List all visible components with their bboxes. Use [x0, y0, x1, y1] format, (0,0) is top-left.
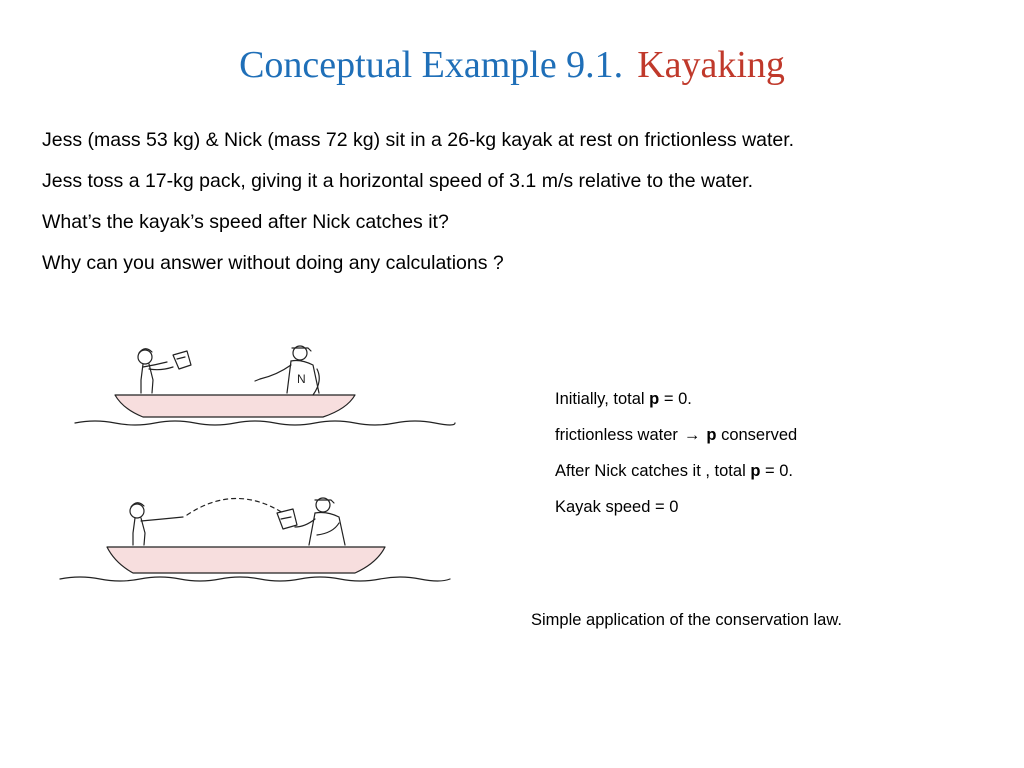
note-3-suffix: = 0. [765, 462, 793, 480]
kayak-hull [115, 395, 355, 417]
title-sub: Kayaking [637, 44, 785, 86]
problem-line-4: Why can you answer without doing any calculations ? [42, 252, 504, 274]
slide-title [0, 42, 1024, 88]
water-line [60, 577, 450, 581]
kayak-after-catch-illustration [55, 483, 460, 593]
note-2-prefix: frictionless water [555, 426, 678, 444]
note-after-catch [555, 456, 995, 492]
problem-line-1: Jess (mass 53 kg) & Nick (mass 72 kg) sit in a 26-kg kayak at rest on frictionless water. [42, 129, 795, 151]
note-3-prefix: After Nick catches it , total [555, 462, 746, 480]
problem-line-2: Jess toss a 17-kg pack, giving it a horizontal speed of 3.1 m/s relative to the water. [42, 170, 754, 192]
kayak-hull [107, 547, 385, 573]
jess-figure [138, 349, 173, 393]
jess-figure [130, 503, 183, 545]
summary-text: Simple application of the conservation law. [531, 611, 842, 629]
solution-notes [555, 384, 995, 528]
problem-statement [42, 124, 1002, 288]
pack-trajectory [187, 498, 283, 515]
momentum-symbol: p [649, 390, 660, 408]
note-initial-momentum [555, 384, 995, 420]
right-arrow-icon: → [683, 426, 701, 444]
note-1-suffix: = 0. [663, 390, 692, 408]
note-kayak-speed: Kayak speed = 0 [555, 498, 679, 516]
note-1-prefix: Initially, total [555, 390, 645, 408]
nick-figure [255, 346, 319, 395]
water-line [75, 421, 455, 425]
pack-caught [277, 509, 297, 529]
problem-line-3: What’s the kayak’s speed after Nick catches it? [42, 211, 449, 233]
title-main: Conceptual Example 9.1. [239, 44, 624, 86]
nick-figure [295, 498, 345, 545]
momentum-symbol: p [706, 426, 717, 444]
note-2-suffix: conserved [721, 426, 798, 444]
momentum-symbol: p [750, 462, 761, 480]
nick-shirt-letter: N [297, 372, 306, 386]
kayak-before-toss-illustration [55, 335, 460, 435]
pack-held [173, 351, 191, 369]
note-frictionless [555, 420, 995, 456]
